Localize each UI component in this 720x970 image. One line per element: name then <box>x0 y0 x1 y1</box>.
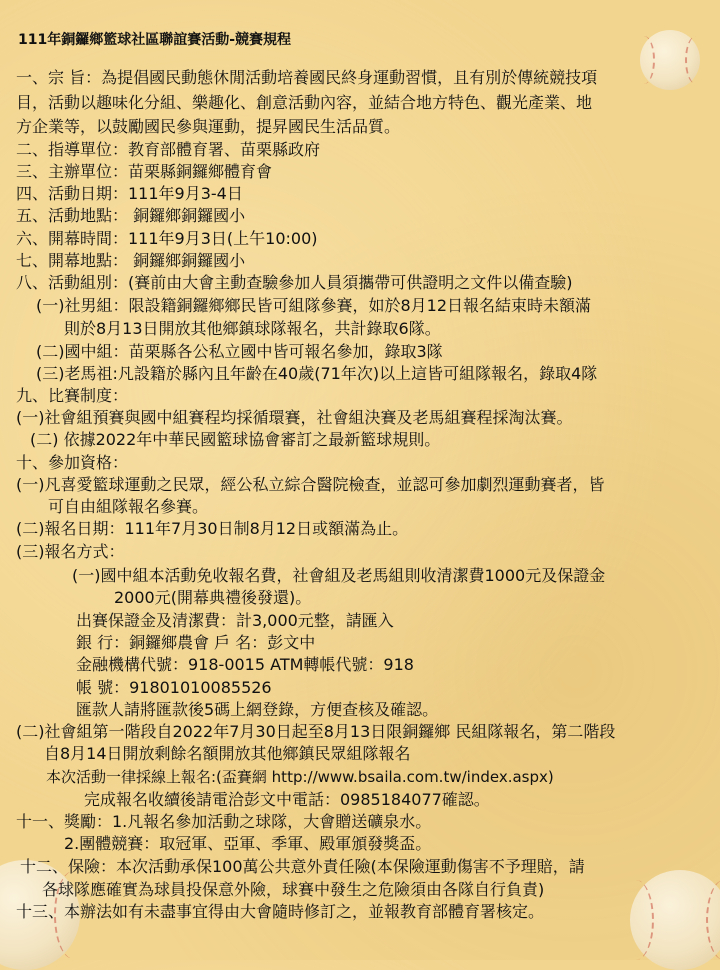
text-line: (一)社會組預賽與國中組賽程均採循環賽，社會組決賽及老馬組賽程採淘汰賽。 <box>16 408 573 427</box>
text-line: (一)凡喜愛籃球運動之民眾，經公私立綜合醫院檢查，並認可參加劇烈運動賽者，皆 <box>16 475 605 494</box>
text-line: 匯款人請將匯款後5碼上網登錄，方便查核及確認。 <box>76 700 439 719</box>
text-line: 各球隊應確實為球員投保意外險，球賽中發生之危險須由各隊自行負責) <box>42 880 545 899</box>
text-line: (一)國中組本活動免收報名費，社會組及老馬組則收清潔費1000元及保證金 <box>72 566 606 585</box>
text-line: (三)報名方式： <box>16 542 125 561</box>
text-line: 八、活動組別：(賽前由大會主動查驗參加人員須攜帶可供證明之文件以備查驗) <box>16 273 573 292</box>
page-title: 111年銅鑼鄉籃球社區聯誼賽活動-競賽規程 <box>18 32 292 48</box>
baseball-decoration-icon <box>630 870 720 970</box>
text-line: 二、指導單位：教育部體育署、苗栗縣政府 <box>16 140 321 159</box>
text-line: 六、開幕時間：111年9月3日(上午10:00) <box>16 229 318 248</box>
text-line: 方企業等，以鼓勵國民參與運動，提昇國民生活品質。 <box>16 117 401 136</box>
text-line: 七、開幕地點： 銅鑼鄉銅鑼國小 <box>16 251 246 270</box>
text-line: 三、主辦單位：苗栗縣銅鑼鄉體育會 <box>16 162 273 181</box>
text-line: 出賽保證金及清潔費：計3,000元整，請匯入 <box>76 611 394 630</box>
text-line: 目，活動以趣味化分組、樂趣化、創意活動內容，並結合地方特色、觀光產業、地 <box>16 93 593 112</box>
text-line: (二)報名日期：111年7月30日制8月12日或額滿為止。 <box>16 519 409 538</box>
text-line: 四、活動日期：111年9月3-4日 <box>16 184 243 203</box>
baseball-decoration-icon <box>640 30 700 90</box>
text-line: 十三、本辦法如有未盡事宜得由大會隨時修訂之，並報教育部體育署核定。 <box>16 902 545 921</box>
text-line: (二)國中組：苗栗縣各公私立國中皆可報名參加，錄取3隊 <box>36 342 443 361</box>
text-line: 十、參加資格： <box>16 453 129 472</box>
text-line: 完成報名收續後請電洽彭文中電話：0985184077確認。 <box>84 790 490 809</box>
text-line: 十一、獎勵：1.凡報名參加活動之球隊，大會贈送礦泉水。 <box>16 812 432 831</box>
text-line: 2000元(開幕典禮後發還)。 <box>114 588 312 607</box>
text-line: 一、宗 旨：為提倡國民動態休閒活動培養國民終身運動習慣，且有別於傳統競技項 <box>16 68 598 87</box>
text-line: (二) 依據2022年中華民國籃球協會審訂之最新籃球規則。 <box>30 430 441 449</box>
text-line: 五、活動地點： 銅鑼鄉銅鑼國小 <box>16 206 246 225</box>
text-line: 九、比賽制度： <box>16 386 129 405</box>
text-line: (三)老馬祖:凡設籍於縣內且年齡在40歲(71年次)以上這皆可組隊報名，錄取4隊 <box>36 364 598 383</box>
text-line: 十二、保險：本次活動承保100萬公共意外責任險(本保險運動傷害不予理賠，請 <box>20 857 585 876</box>
text-line: (二)社會組第一階段自2022年7月30日起至8月13日限銅鑼鄉 民組隊報名，第二階段 <box>16 722 616 741</box>
text-line: 自8月14日開放剩餘名額開放其他鄉鎮民眾組隊報名 <box>44 744 411 763</box>
text-line: 2.團體競賽：取冠軍、亞軍、季軍、殿軍頒發獎盃。 <box>64 834 432 853</box>
text-line: 則於8月13日開放其他鄉鎮球隊報名，共計錄取6隊。 <box>64 319 441 338</box>
text-line: 帳 號：91801010085526 <box>76 678 272 697</box>
text-line: 銀 行：銅鑼鄉農會 戶 名：彭文中 <box>76 633 316 652</box>
text-line: 本次活動一律採線上報名:(盃賽網 http://www.bsaila.com.tw/index.aspx) <box>46 768 554 786</box>
text-line: 金融機構代號：918-0015 ATM轉帳代號：918 <box>76 655 414 674</box>
text-line: 可自由組隊報名參賽。 <box>48 497 209 516</box>
text-line: (一)社男組：限設籍銅鑼鄉鄉民皆可組隊參賽，如於8月12日報名結束時未額滿 <box>36 296 592 315</box>
